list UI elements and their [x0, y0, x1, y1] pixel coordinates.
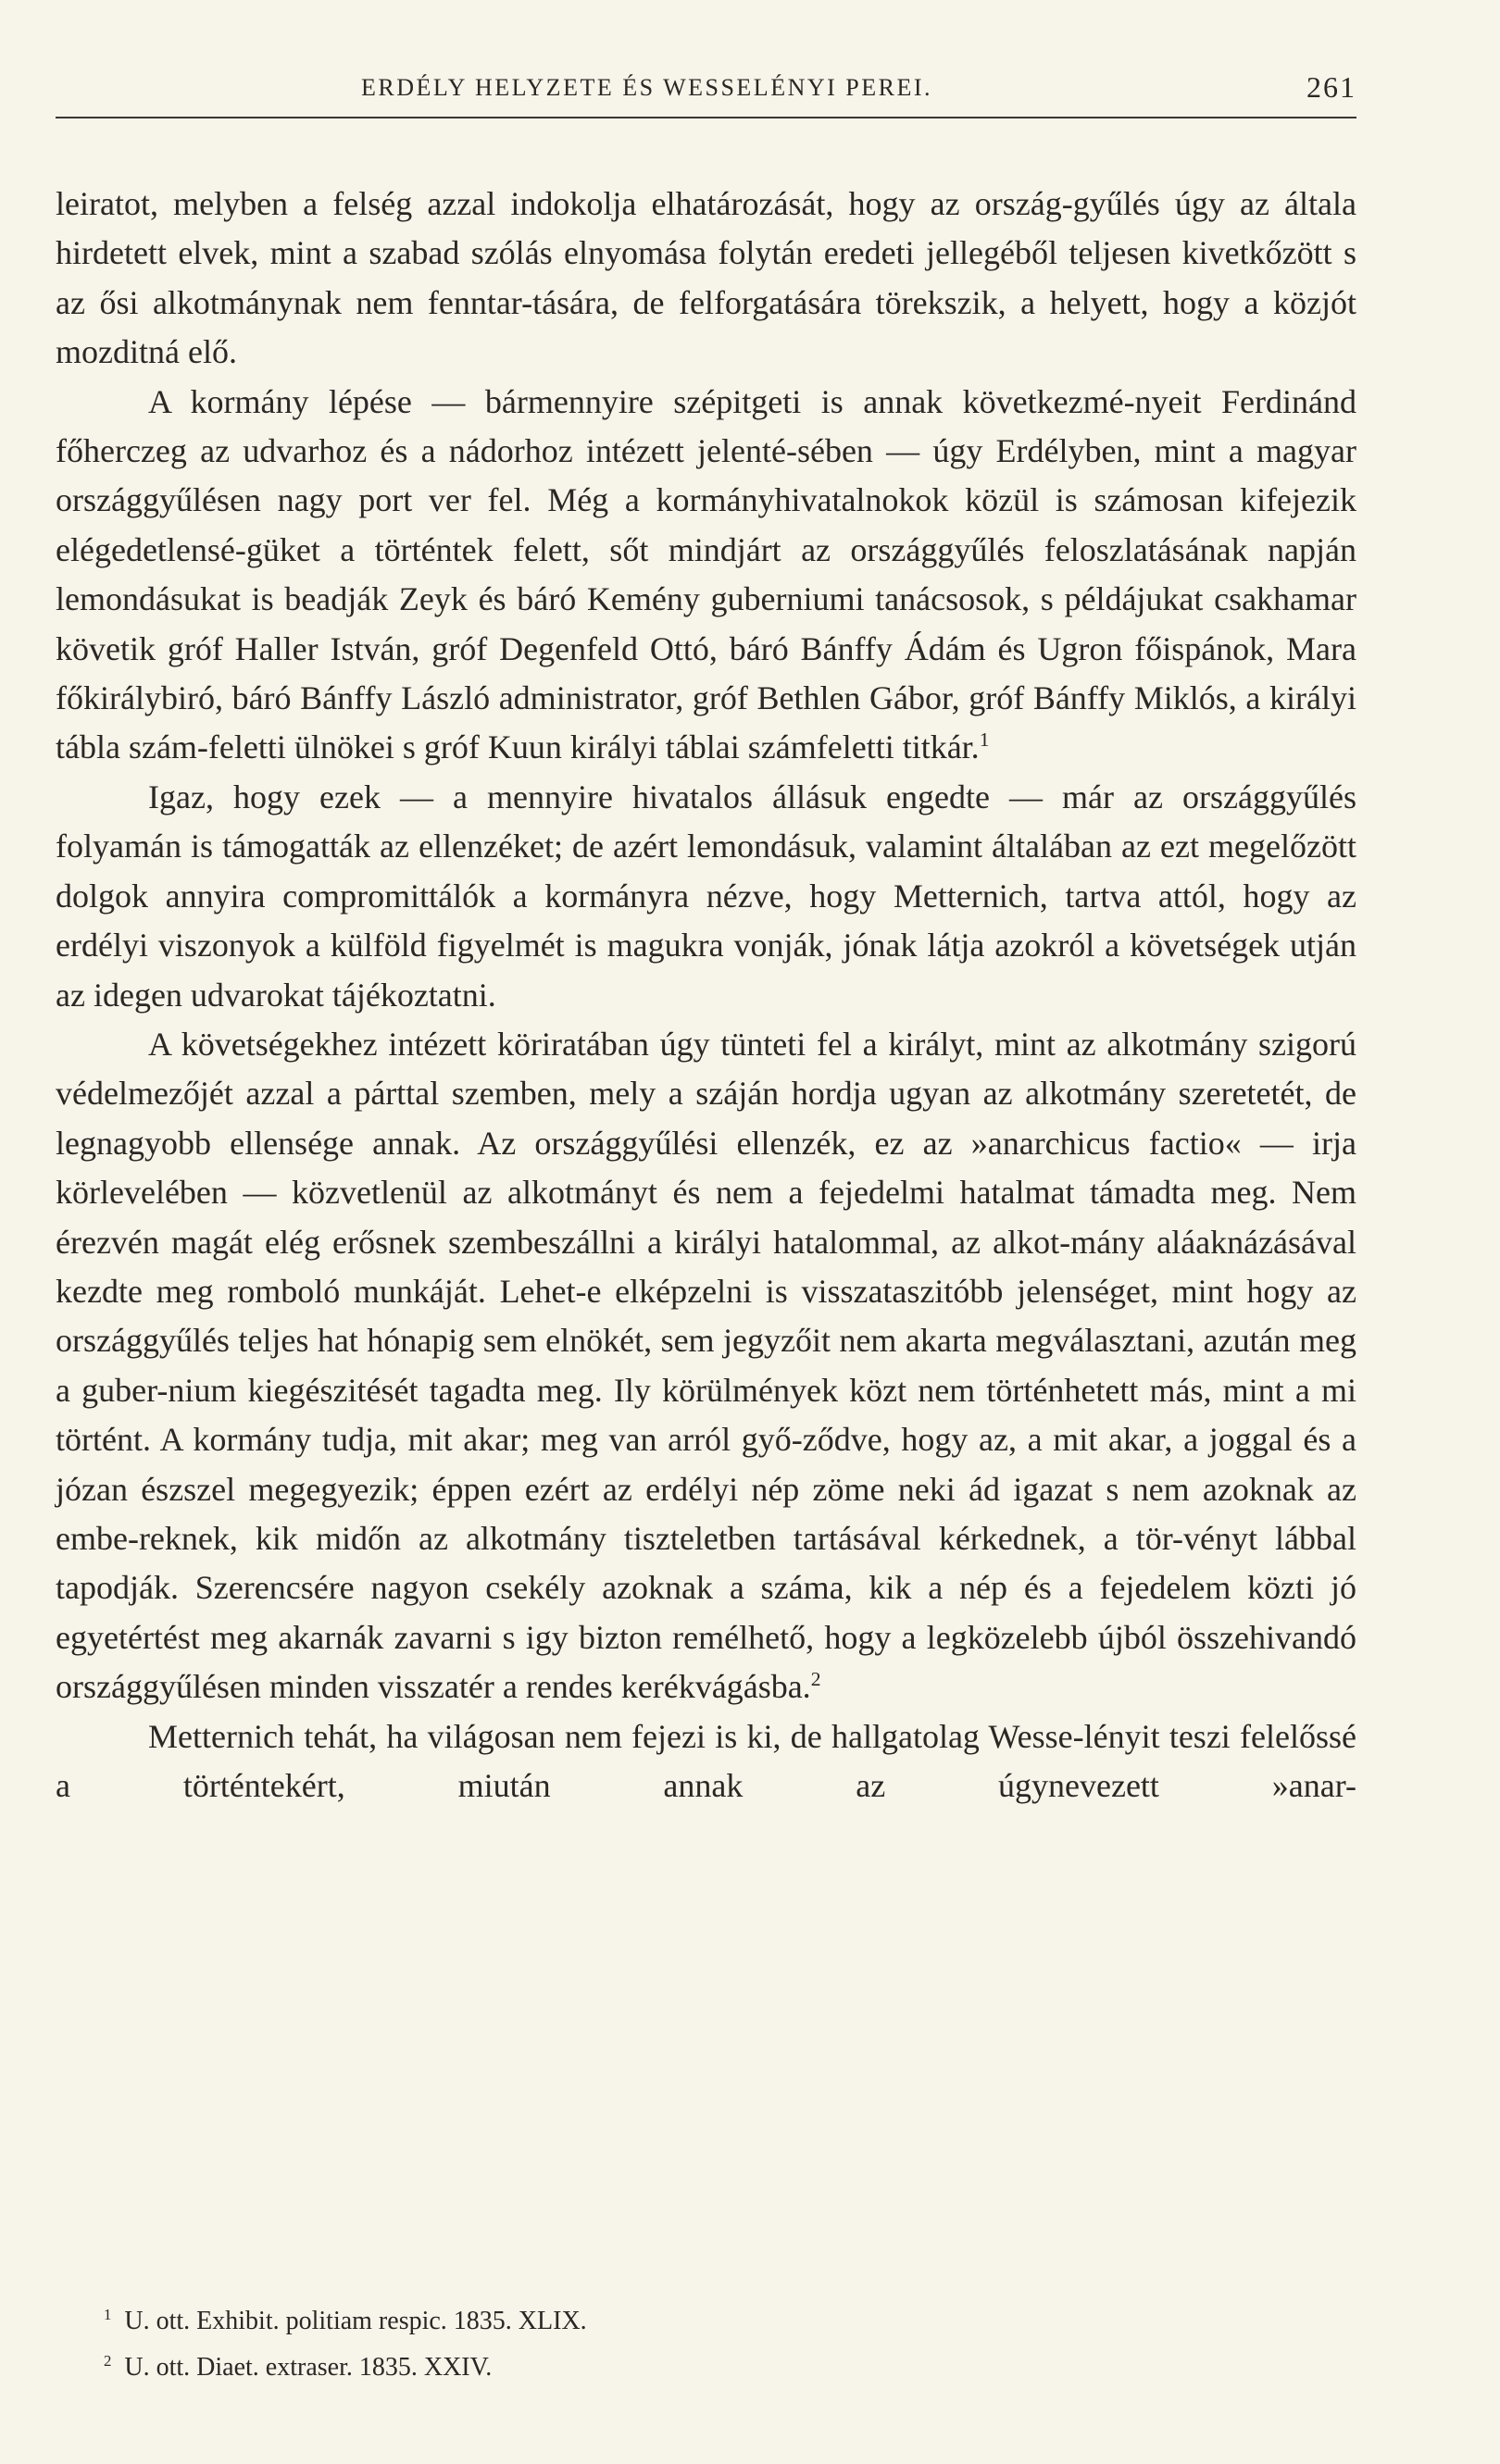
- footnote-mark: 2: [104, 2351, 112, 2370]
- footnote-ref: 1: [979, 728, 990, 752]
- footnote: $^1$ U. ott. Exhibit. politiam respic. 1835. XLIX.: [104, 2305, 587, 2335]
- paragraph: A követségekhez intézett köriratában úgy tünteti fel a királyt, mint az alkotmány szigorú védelmezőjét azzal a párttal szemben, mely a száján hordja ugyan az alkotmány szeretetét, de legnagyobb ellensége annak. Az országgyűlési ellenzék, ez az »anarchicus factio« — irja körlevelében — közvetlenül az alkotmányt és nem a fejedelmi hatalmat támadta meg. Nem érezvén magát elég erősnek szembeszállni a királyi hatalommal, az alkot-mány aláaknázásával kezdte meg romboló munkáját. Lehet-e elképzelni is visszataszitóbb jelenséget, mint hogy az országgyűlés teljes hat hónapig sem elnökét, sem jegyzőit nem akarta megválasztani, azután meg a guber-nium kiegészitését tagadta meg. Ily körülmények közt nem történhetett más, mint a mi történt. A kormány tudja, mit akar; meg van arról győ-ződve, hogy az, a mit akar, a joggal és a józan észszel megegyezik; éppen ezért az erdélyi nép zöme neki ád igazat s nem azoknak az embe-reknek, kik midőn az alkotmány tiszteletben tartásával kérkednek, a tör-vényt lábbal tapodják. Szerencsére nagyon csekély azoknak a száma, kik a nép és a fejedelem közti jó egyetértést meg akarnák zavarni s igy bizton remélhető, hogy a legközelebb újból összehivandó országgyűlésen minden visszatér a rendes kerékvágásba.$^2$: [56, 1025, 1356, 1706]
- paragraph: Metternich tehát, ha világosan nem fejezi is ki, de hallgatolag Wesse-lényit teszi felelőssé a történtekért, miután annak az úgynevezett »anar-: [56, 1717, 1356, 1804]
- body-text: [56, 180, 1356, 1811]
- page-header: [56, 70, 1356, 118]
- page-number: 261: [1306, 70, 1356, 104]
- running-head: ERDÉLY HELYZETE ÉS WESSELÉNYI PEREI.: [361, 74, 933, 101]
- footnote-mark: 1: [104, 2305, 112, 2323]
- footnotes: [56, 2298, 981, 2391]
- footnote: $^2$ U. ott. Diaet. extraser. 1835. XXIV.: [104, 2351, 493, 2382]
- paragraph: A kormány lépése — bármennyire szépitgeti is annak következmé-nyeit Ferdinánd főherczeg az udvarhoz és a nádorhoz intézett jelenté-sében — úgy Erdélyben, mint a magyar országgyűlésen nagy port ver fel. Még a kormányhivatalnokok közül is számosan kifejezik elégedetlensé-güket a történtek felett, sőt mindjárt az országgyűlés feloszlatásának napján lemondásukat is beadják Zeyk és báró Kemény guberniumi tanácsosok, s példájukat csakhamar követik gróf Haller István, gróf Degenfeld Ottó, báró Bánffy Ádám és Ugron főispánok, Mara főkirálybiró, báró Bánffy László administrator, gróf Bethlen Gábor, gróf Bánffy Miklós, a királyi tábla szám-feletti ülnökei s gróf Kuun királyi táblai számfeletti titkár.$^1$: [56, 382, 1356, 766]
- paragraph: Igaz, hogy ezek — a mennyire hivatalos állásuk engedte — már az országgyűlés folyamán is támogatták az ellenzéket; de azért lemondásuk, valamint általában az ezt megelőzött dolgok annyira compromittálók a kormányra nézve, hogy Metternich, tartva attól, hogy az erdélyi viszonyok a külföld figyelmét is magukra vonják, jónak látja azokról a követségek utján az idegen udvarokat tájékoztatni.: [56, 778, 1356, 1014]
- paragraph: leiratot, melyben a felség azzal indokolja elhatározását, hogy az ország-gyűlés úgy az általa hirdetett elvek, mint a szabad szólás elnyomása folytán eredeti jellegéből teljesen kivetkőzött s az ősi alkotmánynak nem fenntar-tására, de felforgatására törekszik, a helyett, hogy a közjót mozditná elő.: [56, 185, 1356, 371]
- footnote-ref: 2: [810, 1668, 821, 1691]
